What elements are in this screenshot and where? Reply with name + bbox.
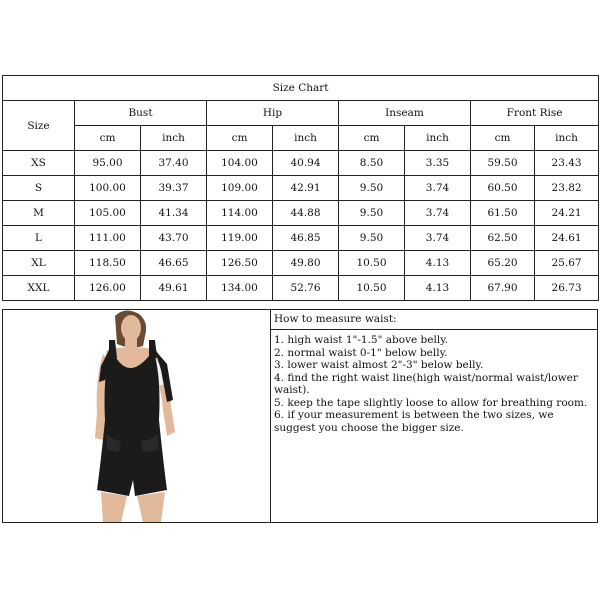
measurement-cell: 3.74 bbox=[405, 201, 471, 226]
unit-header: cm bbox=[471, 126, 535, 151]
waist-guide-item: 2. normal waist 0-1" below belly. bbox=[274, 346, 448, 359]
unit-header: inch bbox=[273, 126, 339, 151]
size-label-cell: S bbox=[3, 176, 75, 201]
size-rows bbox=[3, 151, 599, 301]
measurement-cell: 23.82 bbox=[535, 176, 599, 201]
product-photo bbox=[3, 310, 271, 522]
unit-header: inch bbox=[405, 126, 471, 151]
measurement-cell: 100.00 bbox=[75, 176, 141, 201]
measurement-cell: 62.50 bbox=[471, 226, 535, 251]
unit-header: cm bbox=[207, 126, 273, 151]
measurement-cell: 95.00 bbox=[75, 151, 141, 176]
measurement-cell: 24.21 bbox=[535, 201, 599, 226]
romper-right-strap bbox=[149, 340, 157, 358]
model-face bbox=[121, 315, 141, 341]
measurement-cell: 105.00 bbox=[75, 201, 141, 226]
measurement-cell: 4.13 bbox=[405, 251, 471, 276]
measurement-cell: 24.61 bbox=[535, 226, 599, 251]
unit-header: cm bbox=[75, 126, 141, 151]
size-column-header: Size bbox=[3, 101, 75, 151]
size-label-cell: L bbox=[3, 226, 75, 251]
measurement-cell: 37.40 bbox=[141, 151, 207, 176]
measurement-cell: 114.00 bbox=[207, 201, 273, 226]
waist-guide-item: 3. lower waist almost 2"-3" below belly. bbox=[274, 359, 484, 371]
measurement-cell: 104.00 bbox=[207, 151, 273, 176]
measurement-panel bbox=[2, 309, 598, 523]
measurement-cell: 61.50 bbox=[471, 201, 535, 226]
measurement-cell: 118.50 bbox=[75, 251, 141, 276]
unit-header: inch bbox=[141, 126, 207, 151]
measurement-cell: 43.70 bbox=[141, 226, 207, 251]
measurement-cell: 111.00 bbox=[75, 226, 141, 251]
waist-guide-item: 5. keep the tape slightly loose to allow for breathing room. bbox=[274, 396, 588, 409]
measurement-cell: 39.37 bbox=[141, 176, 207, 201]
measurement-cell: 8.50 bbox=[339, 151, 405, 176]
measurement-cell: 46.65 bbox=[141, 251, 207, 276]
measurement-cell: 59.50 bbox=[471, 151, 535, 176]
size-chart-title: Size Chart bbox=[3, 76, 599, 101]
unit-header: cm bbox=[339, 126, 405, 151]
measurement-cell: 3.74 bbox=[405, 176, 471, 201]
measurement-cell: 41.34 bbox=[141, 201, 207, 226]
measurement-cell: 40.94 bbox=[273, 151, 339, 176]
size-label-cell: M bbox=[3, 201, 75, 226]
model-left-leg bbox=[101, 492, 127, 522]
group-header-bust: Bust bbox=[75, 101, 207, 126]
waist-guide-item: 1. high waist 1"-1.5" above belly. bbox=[274, 334, 449, 346]
measurement-cell: 4.13 bbox=[405, 276, 471, 301]
measurement-cell: 65.20 bbox=[471, 251, 535, 276]
measurement-cell: 126.50 bbox=[207, 251, 273, 276]
measurement-cell: 60.50 bbox=[471, 176, 535, 201]
measurement-cell: 9.50 bbox=[339, 176, 405, 201]
measurement-cell: 49.61 bbox=[141, 276, 207, 301]
table-row bbox=[3, 226, 599, 251]
table-row bbox=[3, 151, 599, 176]
measurement-cell: 44.88 bbox=[273, 201, 339, 226]
measurement-cell: 109.00 bbox=[207, 176, 273, 201]
waist-guide-list bbox=[271, 330, 597, 434]
measurement-cell: 25.67 bbox=[535, 251, 599, 276]
measurement-cell: 67.90 bbox=[471, 276, 535, 301]
waist-guide-title: How to measure waist: bbox=[271, 310, 597, 330]
measurement-cell: 46.85 bbox=[273, 226, 339, 251]
table-row bbox=[3, 251, 599, 276]
measurement-cell: 126.00 bbox=[75, 276, 141, 301]
waist-guide-item: 6. if your measurement is between the two sizes, we suggest you choose the bigger size. bbox=[274, 409, 554, 434]
group-header-hip: Hip bbox=[207, 101, 339, 126]
size-label-cell: XXL bbox=[3, 276, 75, 301]
group-header-inseam: Inseam bbox=[339, 101, 471, 126]
measurement-cell: 49.80 bbox=[273, 251, 339, 276]
measurement-cell: 9.50 bbox=[339, 201, 405, 226]
romper-body bbox=[97, 356, 167, 496]
measurement-cell: 52.76 bbox=[273, 276, 339, 301]
measurement-cell: 10.50 bbox=[339, 276, 405, 301]
table-row bbox=[3, 176, 599, 201]
model-neck bbox=[125, 338, 137, 348]
romper-model-image bbox=[3, 310, 270, 522]
model-right-leg bbox=[137, 492, 165, 522]
unit-header: inch bbox=[535, 126, 599, 151]
romper-left-strap bbox=[109, 340, 117, 358]
measurement-cell: 119.00 bbox=[207, 226, 273, 251]
table-row bbox=[3, 201, 599, 226]
size-label-cell: XL bbox=[3, 251, 75, 276]
size-label-cell: XS bbox=[3, 151, 75, 176]
waist-guide bbox=[271, 310, 597, 522]
waist-guide-item: 4. find the right waist line(high waist/normal waist/lower waist). bbox=[274, 371, 578, 396]
measurement-cell: 3.74 bbox=[405, 226, 471, 251]
measurement-cell: 9.50 bbox=[339, 226, 405, 251]
group-header-front-rise: Front Rise bbox=[471, 101, 599, 126]
measurement-cell: 23.43 bbox=[535, 151, 599, 176]
measurement-cell: 3.35 bbox=[405, 151, 471, 176]
size-chart-table bbox=[2, 75, 599, 301]
measurement-cell: 134.00 bbox=[207, 276, 273, 301]
table-row bbox=[3, 276, 599, 301]
measurement-cell: 10.50 bbox=[339, 251, 405, 276]
measurement-cell: 42.91 bbox=[273, 176, 339, 201]
measurement-cell: 26.73 bbox=[535, 276, 599, 301]
